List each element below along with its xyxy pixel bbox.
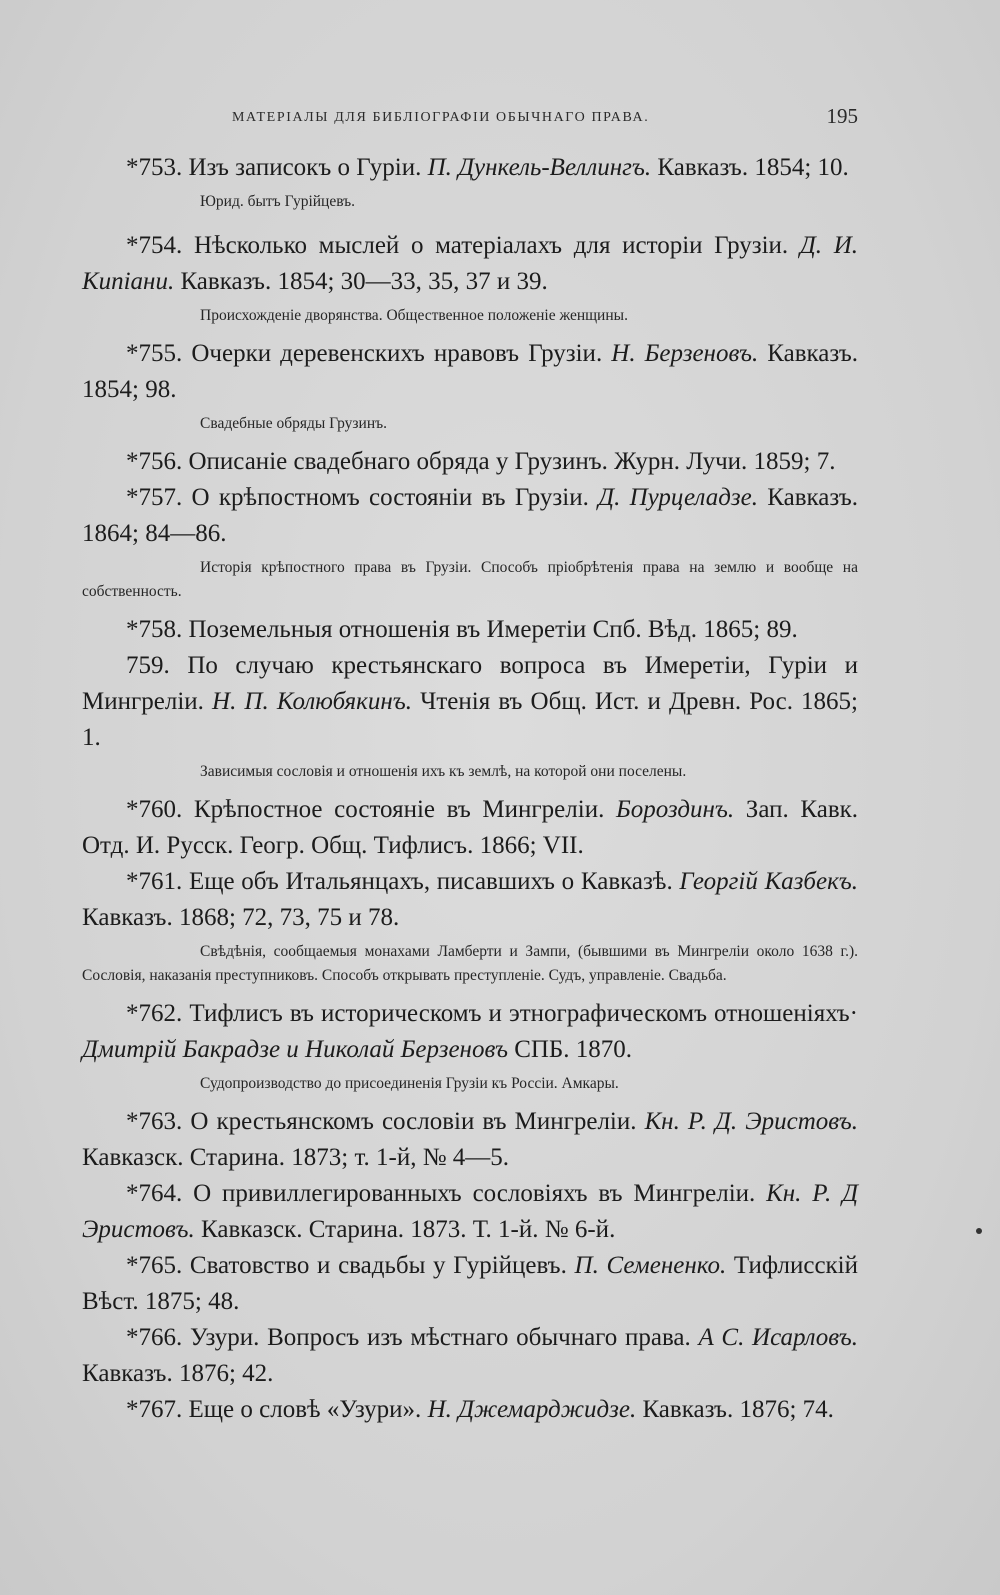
entry-source: Чтенія въ Общ. Ист. и Древн. Рос. 1865; 1.	[82, 688, 859, 751]
entry-author: Кн. Р. Д. Эристовъ.	[644, 1108, 858, 1135]
entry-number: *754.	[126, 232, 183, 259]
entry-note: Исторія крѣпостного права въ Грузіи. Способъ пріобрѣтенія права на землю и вообще на собственность.	[82, 559, 858, 600]
entry-source: Кавказъ. 1854; 98.	[82, 340, 859, 403]
entry-source: Кавказъ. 1868; 72, 73, 75 и 78.	[82, 904, 400, 931]
entry-title: О крѣпостномъ состояніи въ Грузіи.	[191, 484, 589, 511]
entry-author: Кн. Р. Д Эристовъ.	[82, 1180, 859, 1243]
entry-title: Описаніе свадебнаго обряда у Грузинъ. Журн. Лучи. 1859; 7.	[188, 448, 836, 475]
page-header	[82, 104, 858, 138]
entry-source: Кавказъ. 1876; 74.	[642, 1396, 834, 1423]
entry-title: Еще о словѣ «Узури».	[188, 1396, 422, 1423]
entry-title: Поземельныя отношенія въ Имеретіи Спб. Вѣд. 1865; 89.	[188, 616, 798, 643]
entry-source: Кавказъ. 1854; 10.	[657, 154, 849, 181]
entry-766	[82, 1320, 858, 1392]
entry-source: Кавказск. Старина. 1873; т. 1-й, № 4—5.	[82, 1144, 510, 1171]
entry-author: П. Семененко.	[574, 1252, 727, 1279]
entry-763	[82, 1104, 858, 1176]
entry-758	[82, 612, 858, 648]
entry-title: Крѣпостное состояніе въ Мингреліи.	[193, 796, 605, 823]
entry-number: *764.	[126, 1180, 183, 1207]
entry-title: Узури. Вопросъ изъ мѣстнаго обычнаго права.	[189, 1324, 691, 1351]
entry-title: Нѣсколько мыслей о матеріалахъ для исторіи Грузіи.	[193, 232, 789, 259]
entry-source: СПБ. 1870.	[514, 1036, 633, 1063]
entry-number: *767.	[126, 1396, 183, 1423]
entry-source: Тифлисскій Вѣст. 1875; 48.	[82, 1252, 859, 1315]
entry-author: Дмитрій Бакрадзе и Николай Берзеновъ	[82, 1036, 508, 1063]
entry-source: Кавказъ. 1864; 84—86.	[82, 484, 859, 547]
entry-author: П. Дункель-Веллингъ.	[427, 154, 652, 181]
entry-755	[82, 336, 858, 408]
entry-757	[82, 480, 858, 552]
entry-author: А С. Исарловъ.	[698, 1324, 859, 1351]
entry-title: Тифлисъ въ историческомъ и этнографическомъ отношеніяхъ·	[189, 1000, 858, 1027]
entry-source: Кавказск. Старина. 1873. Т. 1-й. № 6-й.	[201, 1216, 616, 1243]
entry-number: *757.	[126, 484, 183, 511]
entry-note: Юрид. бытъ Гурійцевъ.	[200, 193, 356, 210]
running-title: МАТЕРІАЛЫ ДЛЯ БИБЛІОГРАФІИ ОБЫЧНАГО ПРАВА.	[232, 110, 650, 125]
entry-author: Д. И. Кипіани.	[82, 232, 859, 295]
entry-source: Зап. Кавк. Отд. И. Русск. Геогр. Общ. Тифлисъ. 1866; VII.	[82, 796, 859, 859]
entry-number: 759.	[126, 652, 170, 679]
entry-note: Судопроизводство до присоединенія Грузіи къ Россіи. Амкары.	[200, 1075, 619, 1092]
entry-762	[82, 996, 858, 1068]
entry-author: Н. Джемарджидзе.	[427, 1396, 637, 1423]
entry-number: *758.	[126, 616, 183, 643]
entry-number: *760.	[126, 796, 183, 823]
entry-source: Кавказъ. 1854; 30—33, 35, 37 и 39.	[180, 268, 548, 295]
entry-note: Зависимыя сословія и отношенія ихъ къ землѣ, на которой они поселены.	[200, 763, 687, 780]
entry-source: Кавказъ. 1876; 42.	[82, 1360, 274, 1387]
entry-761	[82, 864, 858, 936]
entry-756	[82, 444, 858, 480]
entry-753	[82, 150, 858, 186]
entry-754	[82, 228, 858, 300]
entry-760	[82, 792, 858, 864]
entry-number: *753.	[126, 154, 183, 181]
entry-author: Н. П. Колюбякинъ.	[212, 688, 412, 715]
entry-number: *766.	[126, 1324, 183, 1351]
entry-764	[82, 1176, 858, 1248]
entry-title: По случаю крестьянскаго вопроса въ Имеретіи, Гуріи и Мингреліи.	[82, 652, 858, 715]
entry-title: Очерки деревенскихъ нравовъ Грузіи.	[191, 340, 603, 367]
entry-title: Сватовство и свадьбы у Гурійцевъ.	[189, 1252, 567, 1279]
entry-number: *756.	[126, 448, 183, 475]
entry-note: Происхожденіе дворянства. Общественное положеніе женщины.	[200, 307, 628, 324]
entry-767	[82, 1392, 858, 1428]
ink-speck	[976, 1228, 982, 1234]
entry-title: О крестьянскомъ сословіи въ Мингреліи.	[190, 1108, 637, 1135]
entry-title: Изъ записокъ о Гуріи.	[188, 154, 422, 181]
page-number: 195	[826, 104, 858, 128]
entry-note: Свадебные обряды Грузинъ.	[200, 415, 388, 432]
entry-765	[82, 1248, 858, 1320]
entry-number: *765.	[126, 1252, 183, 1279]
entry-author: Бороздинъ.	[616, 796, 735, 823]
entry-number: *755.	[126, 340, 183, 367]
bibliography-list	[82, 150, 858, 1428]
entry-759	[82, 648, 858, 756]
entry-title: Еще объ Итальянцахъ, писавшихъ о Кавказѣ.	[188, 868, 673, 895]
entry-number: *762.	[126, 1000, 183, 1027]
entry-author: Д. Пурцеладзе.	[598, 484, 758, 511]
entry-author: Георгій Казбекъ.	[679, 868, 859, 895]
entry-number: *761.	[126, 868, 183, 895]
entry-number: *763.	[126, 1108, 183, 1135]
entry-note: Свѣдѣнія, сообщаемыя монахами Ламберти и Зампи, (бывшими въ Мингреліи около 1638 г.). Сословія, наказанія преступниковъ. Способъ открывать преступленіе. Судъ, управленіе. Свадьба.	[82, 943, 858, 984]
entry-author: Н. Берзеновъ.	[611, 340, 759, 367]
entry-title: О привиллегированныхъ сословіяхъ въ Мингреліи.	[193, 1180, 756, 1207]
